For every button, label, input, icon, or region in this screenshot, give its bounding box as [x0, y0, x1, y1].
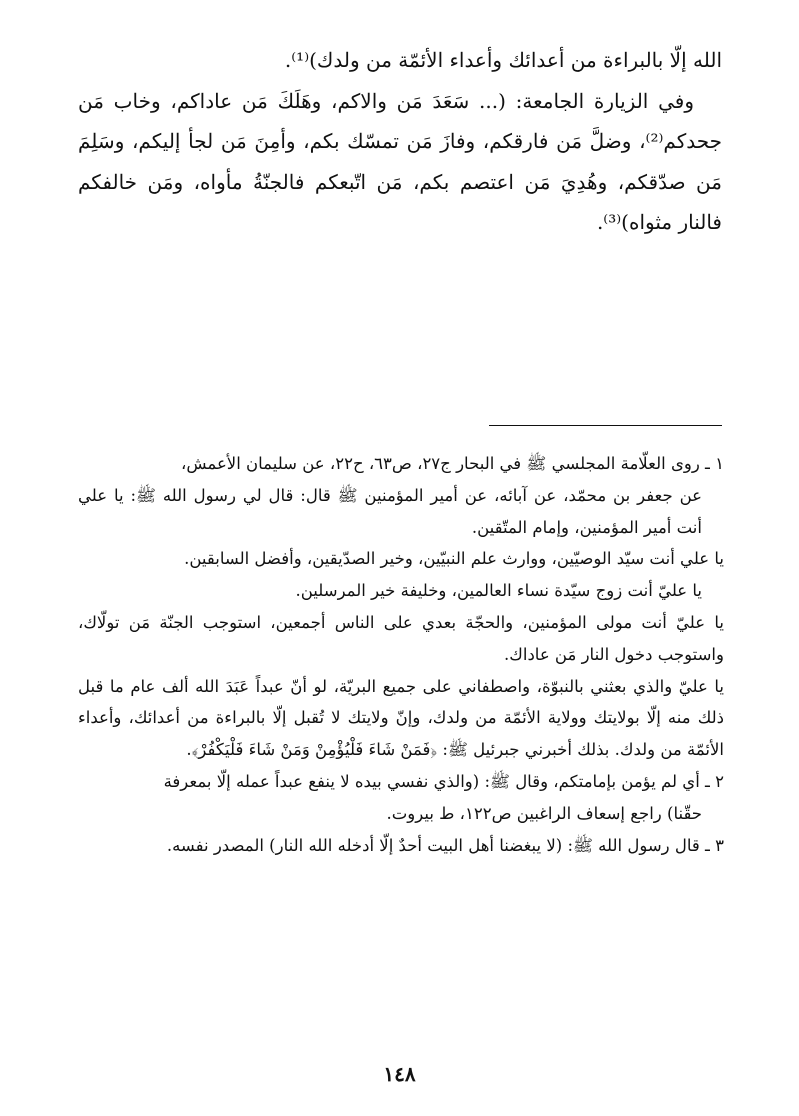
footnote-2-line-2: حقّنا) راجع إسعاف الراغبين ص١٢٢، ط بيروت. — [386, 803, 702, 823]
footnote-1-line-1: ١ ـ روى العلّامة المجلسي ﷺ في البحار ج٢٧، ص٦٣، ح٢٢، عن سليمان الأعمش، — [181, 454, 724, 473]
footnote-1-paragraph-5: يا عليّ والذي بعثني بالنبوّة، واصطفاني على جميع البريّة، لو أنّ عبداً عَبَدَ الله ألف عام ما قبل ذلك منه إلّا بولايتك وولاية الأئمّة من ولدك، وإنّ ولايتك لا تُقبل إلّا بالبراءة من أعدائك، وأعداء الأئمّة من ولدك. بذلك أخبرني جبرئيل ﷺ: ﴿فَمَنْ شَاءَ فَلْيُؤْمِنْ وَمَنْ شَاءَ فَلْيَكْفُرْ﴾. — [78, 676, 724, 760]
footnote-1-paragraph-3: يا عليّ أنت زوج سيّدة نساء العالمين، وخليفة خير المرسلين. — [295, 581, 702, 601]
footnotes — [78, 448, 724, 861]
footnote-2-line-1: ٢ ـ أي لم يؤمن بإمامتكم، وقال ﷺ: (والذي نفسي بيده لا ينفع عبداً عمله إلّا بمعرفة — [163, 771, 724, 791]
main-text-paragraph-2: وفي الزيارة الجامعة: (... سَعَدَ مَن والاكم، وهَلَكَ مَن عاداكم، وخاب مَن جحدكم⁽²⁾، وضلَّ مَن فارقكم، وفازَ مَن تمسّك بكم، وأمِنَ مَن لجأ إليكم، وسَلِمَ مَن صدّقكم، وهُدِيَ مَن اعتصم بكم، مَن اتّبعكم فالجنّةُ مأواه، ومَن خالفكم فالنار مثواه)⁽³⁾. — [78, 88, 722, 234]
main-text-line-1: الله إلّا بالبراءة من أعدائك وأعداء الأئمّة من ولدك)⁽¹⁾. — [284, 48, 722, 72]
footnote-separator — [489, 425, 722, 426]
main-text — [78, 40, 722, 243]
footnote-3: ٣ ـ قال رسول الله ﷺ: (لا يبغضنا أهل البيت أحدٌ إلّا أدخله الله النار) المصدر نفسه. — [166, 835, 724, 855]
footnote-1-line-2: عن جعفر بن محمّد، عن آبائه، عن أمير المؤمنين ﷺ قال: قال لي رسول الله ﷺ: يا علي أنت أمير المؤمنين، وإمام المتّقين. — [78, 485, 702, 537]
footnote-1-paragraph-4: يا عليّ أنت مولى المؤمنين، والحجّة بعدي على الناس أجمعين، استوجب الجنّة مَن تولّاك، واستوجب دخول النار مَن عاداك. — [78, 612, 724, 664]
page-number: ١٤٨ — [383, 1062, 416, 1086]
footnote-1-paragraph-2: يا علي أنت سيّد الوصيّين، ووارث علم النبيّين، وخير الصدّيقين، وأفضل السابقين. — [184, 549, 724, 569]
